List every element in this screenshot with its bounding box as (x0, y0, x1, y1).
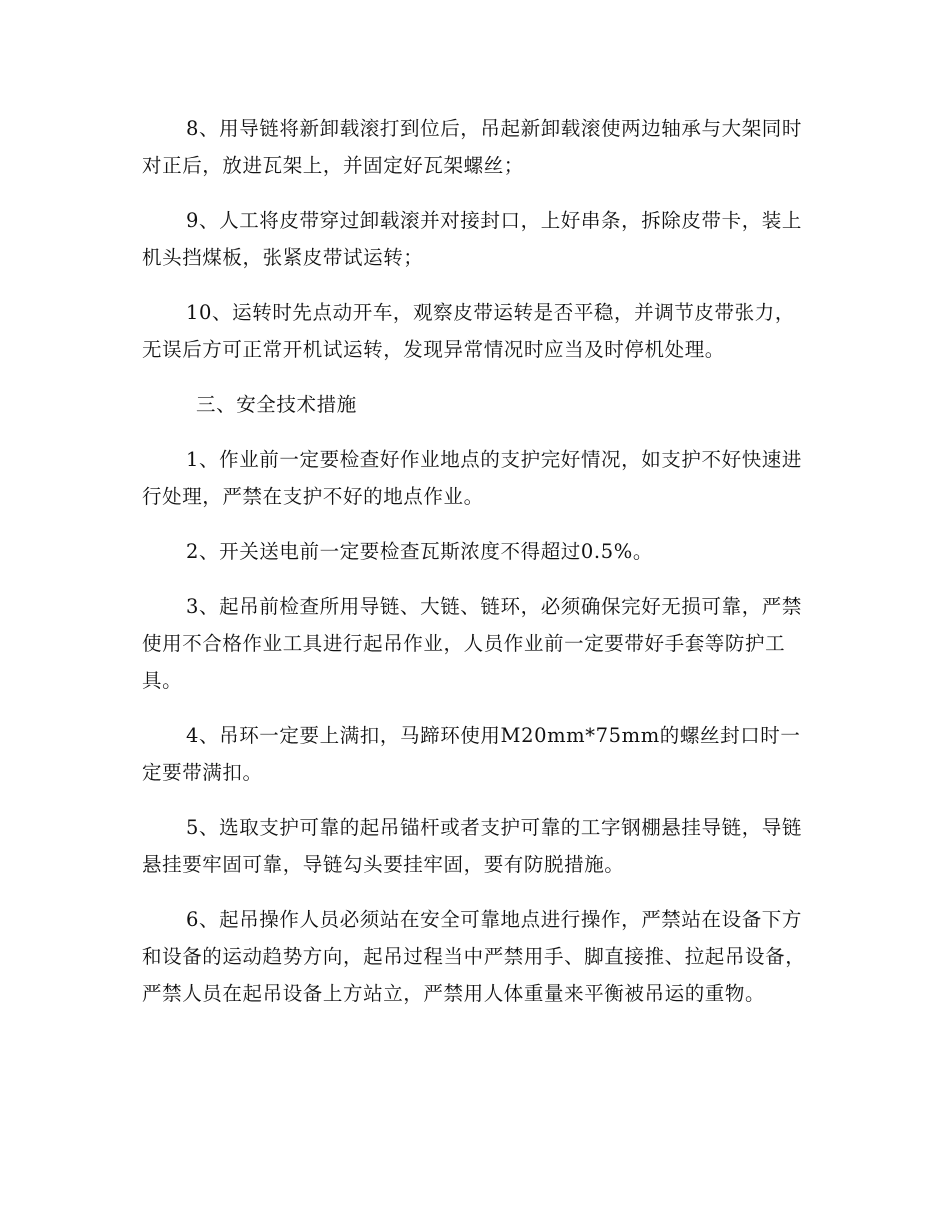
measure-paragraph-6: 6、起吊操作人员必须站在安全可靠地点进行操作，严禁站在设备下方和设备的运动趋势方向，起吊过程当中严禁用手、脚直接推、拉起吊设备，严禁人员在起吊设备上方站立，严禁用人体重量来平衡被吊运的重物。 (142, 908, 806, 1005)
measure-paragraph-3: 3、起吊前检查所用导链、大链、链环，必须确保完好无损可靠，严禁使用不合格作业工具进行起吊作业，人员作业前一定要带好手套等防护工具。 (142, 595, 803, 692)
step-paragraph-8: 8、用导链将新卸载滚打到位后，吊起新卸载滚使两边轴承与大架同时对正后，放进瓦架上，并固定好瓦架螺丝； (142, 117, 803, 177)
step-paragraph-10: 10、运转时先点动开车，观察皮带运转是否平稳，并调节皮带张力，无误后方可正常开机试运转，发现异常情况时应当及时停机处理。 (142, 301, 795, 361)
step-paragraph-9: 9、人工将皮带穿过卸载滚并对接封口，上好串条，拆除皮带卡，装上机头挡煤板，张紧皮带试运转； (142, 209, 803, 269)
measure-paragraph-1: 1、作业前一定要检查好作业地点的支护完好情况，如支护不好快速进行处理，严禁在支护不好的地点作业。 (142, 448, 803, 508)
measure-paragraph-2: 2、开关送电前一定要检查瓦斯浓度不得超过0.5%。 (186, 540, 653, 563)
section-heading-safety-measures: 三、安全技术措施 (196, 393, 357, 416)
measure-paragraph-4: 4、吊环一定要上满扣，马蹄环使用M20mm*75mm的螺丝封口时一定要带满扣。 (142, 724, 801, 784)
measure-paragraph-5: 5、选取支护可靠的起吊锚杆或者支护可靠的工字钢棚悬挂导链，导链悬挂要牢固可靠，导链勾头要挂牢固，要有防脱措施。 (142, 816, 803, 876)
document-body (142, 110, 810, 1030)
